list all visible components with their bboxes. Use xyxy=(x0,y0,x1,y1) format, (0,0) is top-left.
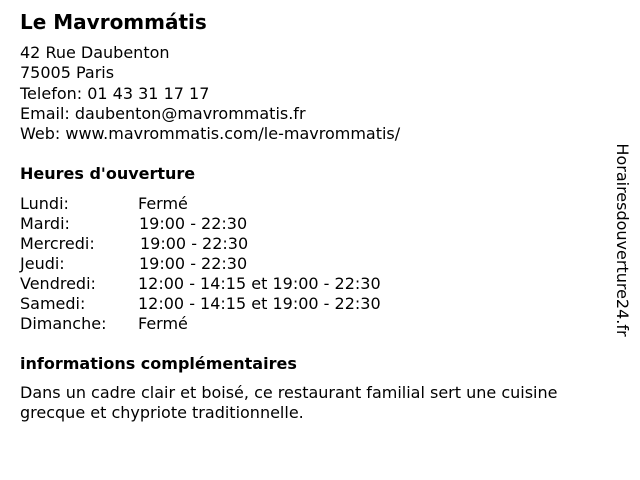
hours-time: 12:00 - 14:15 et 19:00 - 22:30 xyxy=(138,294,381,313)
hours-day: Jeudi: xyxy=(20,254,65,273)
info-description: Dans un cadre clair et boisé, ce restaurant familial sert une cuisine grecque et chypriote traditionnelle. xyxy=(20,383,558,422)
phone-line: Telefon: 01 43 31 17 17 xyxy=(20,84,210,103)
hours-day: Dimanche: xyxy=(20,314,107,333)
business-name: Le Mavrommátis xyxy=(20,10,207,34)
hours-day: Lundi: xyxy=(20,194,69,213)
hours-time: 12:00 - 14:15 et 19:00 - 22:30 xyxy=(138,274,381,293)
hours-time: Fermé xyxy=(138,194,188,213)
address-line-street: 42 Rue Daubenton xyxy=(20,43,170,62)
hours-day: Mercredi: xyxy=(20,234,95,253)
hours-time: 19:00 - 22:30 xyxy=(140,234,249,253)
email-line: Email: daubenton@mavrommatis.fr xyxy=(20,104,306,123)
hours-time: Fermé xyxy=(138,314,188,333)
hours-day: Mardi: xyxy=(20,214,70,233)
address-line-city: 75005 Paris xyxy=(20,63,115,82)
hours-time: 19:00 - 22:30 xyxy=(139,254,248,273)
hours-time: 19:00 - 22:30 xyxy=(139,214,248,233)
hours-day: Samedi: xyxy=(20,294,86,313)
web-line: Web: www.mavrommatis.com/le-mavrommatis/ xyxy=(20,124,401,143)
hours-day: Vendredi: xyxy=(20,274,96,293)
site-watermark: Horairesdouverture24.fr xyxy=(613,143,632,337)
hours-heading: Heures d'ouverture xyxy=(20,164,196,183)
info-heading: informations complémentaires xyxy=(20,354,297,373)
